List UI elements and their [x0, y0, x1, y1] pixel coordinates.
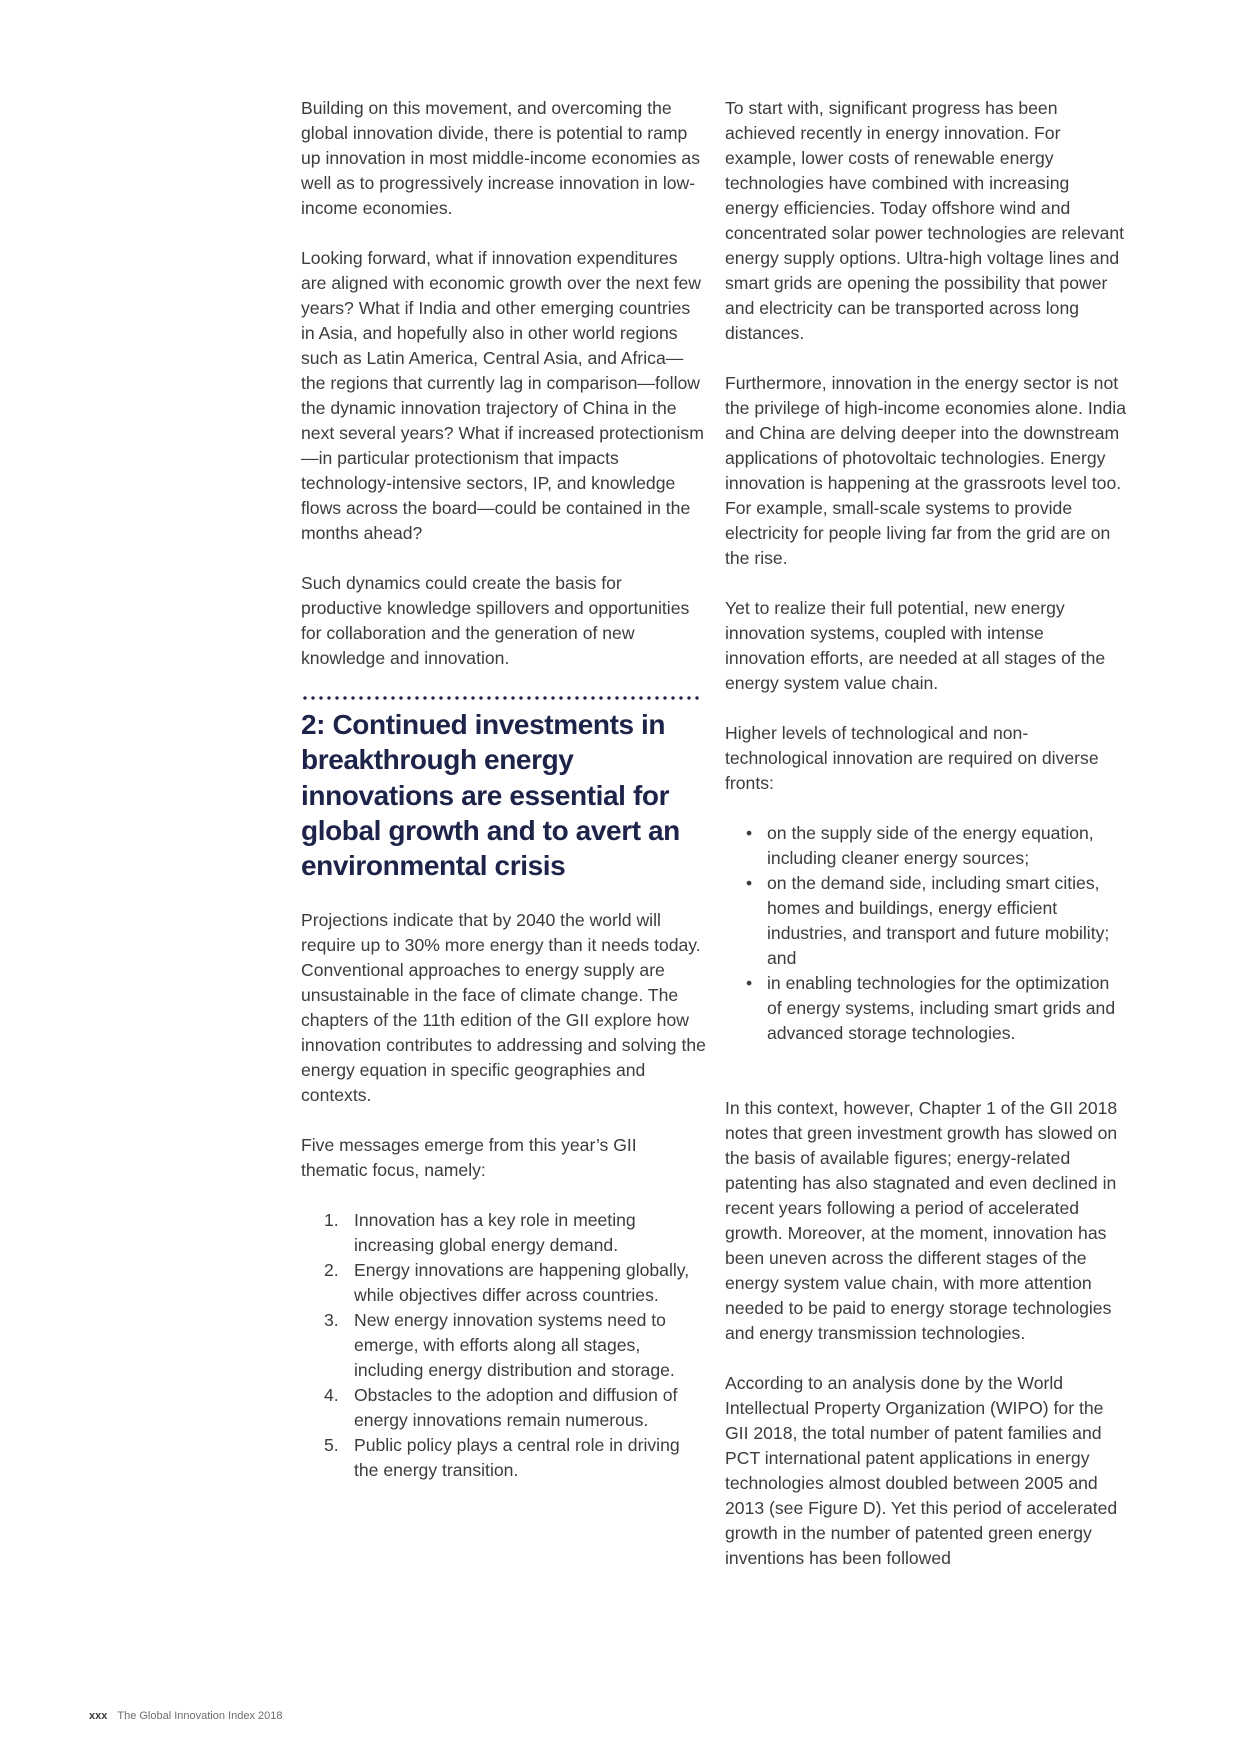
- publication-title: The Global Innovation Index 2018: [117, 1710, 283, 1722]
- list-item-text: on the demand side, including smart cities, homes and buildings, energy efficient industries, and transport and future mobility; and: [767, 873, 1110, 968]
- list-item-text: on the supply side of the energy equation, including cleaner energy sources;: [767, 823, 1094, 868]
- list-item-text: Energy innovations are happening globally, while objectives differ across countries.: [354, 1260, 690, 1306]
- paragraph-progress: To start with, significant progress has been achieved recently in energy innovation. For example, lower costs of renewable energy technologies have combined with increasing energy efficiencies. Today offshore wind and concentrated solar power technologies are relevant energy supply options. Ultra-high voltage lines and smart grids are opening the possibility that power and electricity can be transported across long distances.: [725, 98, 1125, 343]
- bullet-icon: •: [746, 973, 753, 993]
- right-column: [725, 96, 1127, 1596]
- list-item: [725, 821, 1127, 871]
- left-column: [301, 96, 707, 1508]
- list-number: 5.: [324, 1435, 339, 1456]
- list-number: 3.: [324, 1310, 339, 1331]
- list-item: [725, 971, 1127, 1046]
- list-item-text: Innovation has a key role in meeting increasing global energy demand.: [354, 1210, 636, 1256]
- list-item: [301, 1383, 707, 1433]
- list-item: [301, 1308, 707, 1383]
- list-item-text: in enabling technologies for the optimization of energy systems, including smart grids and advanced storage technologies.: [767, 973, 1116, 1043]
- paragraph-five-messages: Five messages emerge from this year’s GII thematic focus, namely:: [301, 1135, 637, 1181]
- list-item: [301, 1258, 707, 1308]
- bullet-icon: •: [746, 823, 753, 843]
- paragraph-context: In this context, however, Chapter 1 of the GII 2018 notes that green investment growth has slowed on the basis of available figures; energy-related patenting has also stagnated and even declined in recent years following a period of accelerated growth. Moreover, at the moment, innovation has been uneven across the different stages of the energy system value chain, with more attention needed to be paid to energy storage technologies and energy transmission technologies.: [725, 1098, 1118, 1343]
- list-item: [301, 1208, 707, 1258]
- list-item-text: Obstacles to the adoption and diffusion of energy innovations remain numerous.: [354, 1385, 678, 1431]
- paragraph-full-potential: Yet to realize their full potential, new energy innovation systems, coupled with intense innovation efforts, are needed at all stages of the energy system value chain.: [725, 598, 1106, 693]
- section-heading: 2: Continued investments in breakthrough energy innovations are essential for global growth and to avert an environmental crisis: [301, 709, 680, 882]
- page-footer: [89, 1709, 282, 1723]
- paragraph-dynamics: Such dynamics could create the basis for productive knowledge spillovers and opportunities for collaboration and the generation of new knowledge and innovation.: [301, 573, 690, 668]
- paragraph-looking-forward: Looking forward, what if innovation expenditures are aligned with economic growth over the next few years? What if India and other emerging countries in Asia, and hopefully also in other world regions such as Latin America, Central Asia, and Africa—the regions that currently lag in comparison—follow the dynamic innovation trajectory of China in the next several years? What if increased protectionism—in particular protectionism that impacts technology-intensive sectors, IP, and knowledge flows across the board—could be contained in the months ahead?: [301, 248, 704, 543]
- page-number: xxx: [89, 1710, 108, 1722]
- list-item: [301, 1433, 707, 1483]
- list-number: 4.: [324, 1385, 339, 1406]
- paragraph-projections: Projections indicate that by 2040 the world will require up to 30% more energy than it needs today. Conventional approaches to energy supply are unsustainable in the face of climate change. The chapters of the 11th edition of the GII explore how innovation contributes to addressing and solving the energy equation in specific geographies and contexts.: [301, 910, 706, 1106]
- paragraph-higher-levels: Higher levels of technological and non-technological innovation are required on diverse fronts:: [725, 723, 1099, 793]
- messages-list: [301, 1208, 707, 1483]
- list-item-text: New energy innovation systems need to emerge, with efforts along all stages, including energy distribution and storage.: [354, 1310, 675, 1381]
- paragraph-energy-sector: Furthermore, innovation in the energy sector is not the privilege of high-income economies alone. India and China are delving deeper into the downstream applications of photovoltaic technologies. Energy innovation is happening at the grassroots level too. For example, small-scale systems to provide electricity for people living far from the grid are on the rise.: [725, 373, 1126, 568]
- list-item-text: Public policy plays a central role in driving the energy transition.: [354, 1435, 680, 1481]
- bullet-icon: •: [746, 873, 753, 893]
- list-number: 2.: [324, 1260, 339, 1281]
- list-number: 1.: [324, 1210, 339, 1231]
- fronts-list: [725, 821, 1127, 1046]
- dotted-divider: [301, 696, 703, 700]
- paragraph-innovation-divide: Building on this movement, and overcoming the global innovation divide, there is potential to ramp up innovation in most middle-income economies as well as to progressively increase innovation in low-income economies.: [301, 98, 700, 218]
- paragraph-wipo-analysis: According to an analysis done by the World Intellectual Property Organization (WIPO) for the GII 2018, the total number of patent families and PCT international patent applications in energy technologies almost doubled between 2005 and 2013 (see Figure D). Yet this period of accelerated growth in the number of patented green energy inventions has been followed: [725, 1373, 1118, 1568]
- list-item: [725, 871, 1127, 971]
